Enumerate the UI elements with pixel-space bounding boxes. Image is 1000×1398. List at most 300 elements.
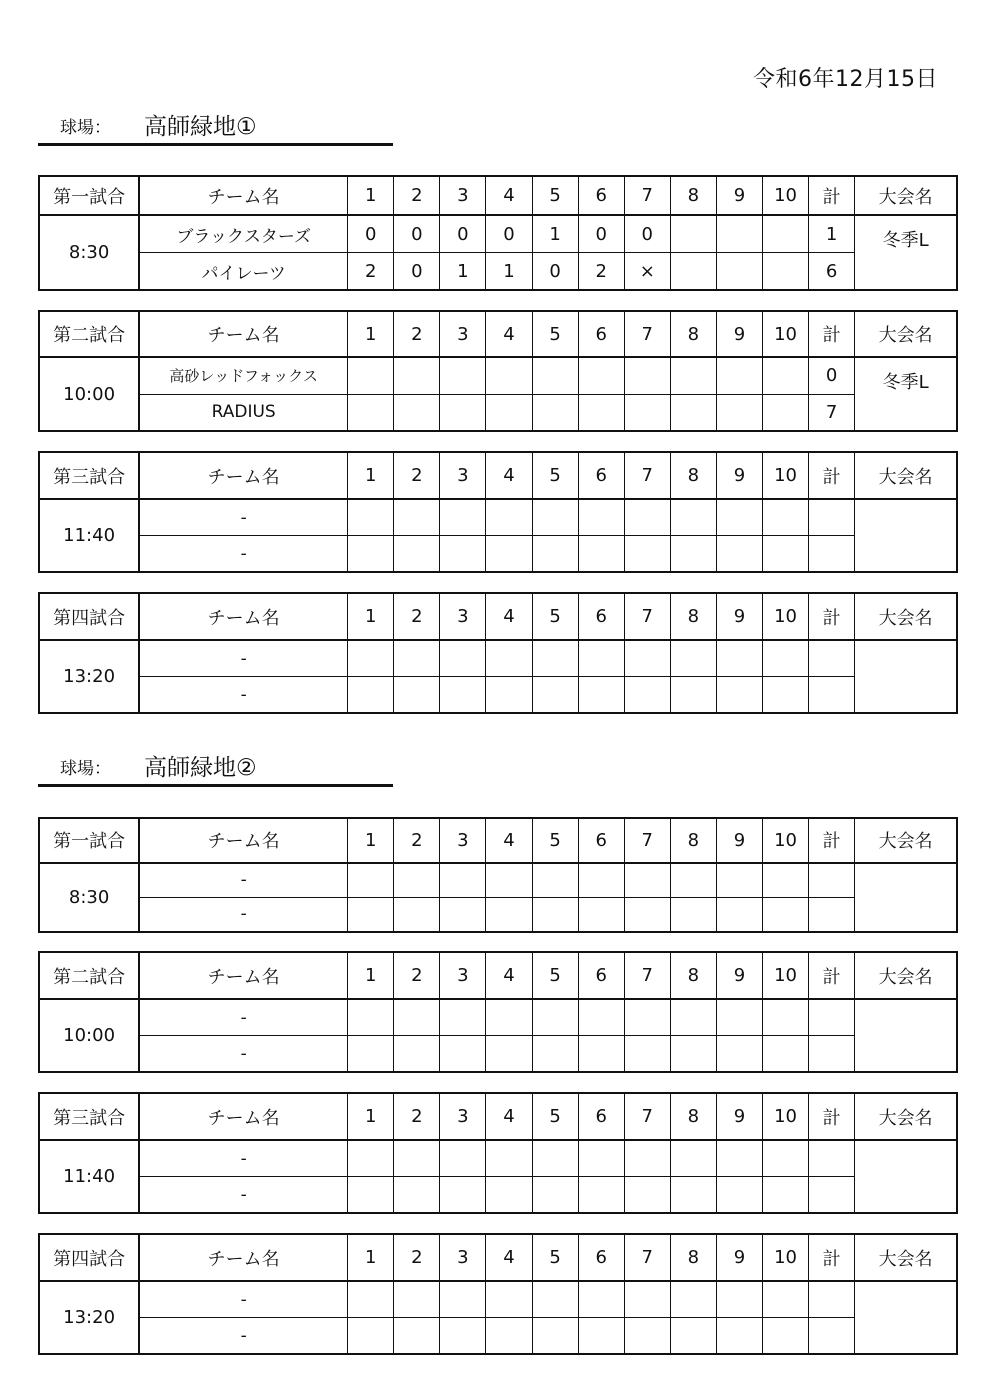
inning-header-1: 1 (348, 593, 394, 640)
inning-header-10: 10 (763, 952, 809, 999)
inning-header-5: 5 (532, 176, 578, 215)
tournament-name (855, 1281, 957, 1354)
team-row (39, 394, 957, 431)
inning-score-7 (624, 394, 670, 431)
team-row (39, 863, 957, 898)
inning-header-6: 6 (578, 1234, 624, 1281)
total-score (809, 999, 855, 1035)
inning-score-1 (348, 536, 394, 572)
team-name: - (139, 1318, 347, 1354)
inning-score-6 (578, 640, 624, 676)
inning-score-3 (440, 357, 486, 394)
team-header: チーム名 (139, 452, 347, 499)
total-score (809, 1177, 855, 1213)
inning-score-10 (763, 394, 809, 431)
inning-score-10 (763, 536, 809, 572)
total-score (809, 677, 855, 713)
inning-score-2 (394, 1177, 440, 1213)
inning-score-6: 2 (578, 253, 624, 290)
inning-score-6 (578, 1281, 624, 1317)
inning-score-6 (578, 1177, 624, 1213)
team-row (39, 677, 957, 713)
inning-score-3 (440, 499, 486, 535)
tournament-header: 大会名 (855, 1234, 957, 1281)
team-row (39, 253, 957, 290)
inning-header-4: 4 (486, 452, 532, 499)
inning-score-6 (578, 1140, 624, 1176)
inning-header-8: 8 (670, 952, 716, 999)
inning-header-3: 3 (440, 176, 486, 215)
team-name: - (139, 1177, 347, 1213)
inning-score-6 (578, 1036, 624, 1072)
header-row (39, 593, 957, 640)
inning-header-6: 6 (578, 311, 624, 357)
inning-header-2: 2 (394, 1093, 440, 1140)
inning-header-3: 3 (440, 452, 486, 499)
inning-score-9 (716, 1177, 762, 1213)
team-name: - (139, 499, 347, 535)
inning-header-1: 1 (348, 311, 394, 357)
inning-score-8 (670, 253, 716, 290)
team-row (39, 999, 957, 1035)
total-score (809, 1036, 855, 1072)
inning-header-6: 6 (578, 176, 624, 215)
inning-header-5: 5 (532, 311, 578, 357)
team-row (39, 499, 957, 535)
inning-score-5 (532, 677, 578, 713)
inning-header-9: 9 (716, 176, 762, 215)
inning-score-1 (348, 1318, 394, 1354)
inning-score-6 (578, 863, 624, 898)
inning-header-9: 9 (716, 1093, 762, 1140)
tournament-name (855, 999, 957, 1072)
header-row (39, 176, 957, 215)
inning-score-2 (394, 897, 440, 932)
inning-score-6 (578, 499, 624, 535)
inning-score-6 (578, 1318, 624, 1354)
inning-header-8: 8 (670, 593, 716, 640)
inning-header-6: 6 (578, 952, 624, 999)
inning-score-5 (532, 1036, 578, 1072)
score-table (38, 1092, 958, 1214)
game-label: 第二試合 (39, 952, 139, 999)
game-label: 第二試合 (39, 311, 139, 357)
inning-score-2 (394, 394, 440, 431)
inning-score-1 (348, 1177, 394, 1213)
total-score (809, 499, 855, 535)
inning-score-9 (716, 499, 762, 535)
inning-score-4 (486, 1036, 532, 1072)
inning-score-1: 0 (348, 215, 394, 252)
total-score: 0 (809, 357, 855, 394)
inning-header-7: 7 (624, 593, 670, 640)
inning-score-5 (532, 1177, 578, 1213)
inning-score-4 (486, 1140, 532, 1176)
inning-score-9 (716, 357, 762, 394)
team-name: - (139, 640, 347, 676)
inning-score-10 (763, 1140, 809, 1176)
inning-header-9: 9 (716, 311, 762, 357)
inning-score-3 (440, 394, 486, 431)
inning-score-2 (394, 1140, 440, 1176)
team-header: チーム名 (139, 593, 347, 640)
inning-score-6 (578, 999, 624, 1035)
team-row (39, 1140, 957, 1176)
inning-score-6 (578, 394, 624, 431)
inning-score-5 (532, 1140, 578, 1176)
inning-header-9: 9 (716, 952, 762, 999)
tournament-header: 大会名 (855, 818, 957, 863)
score-table (38, 451, 958, 573)
score-table (38, 1233, 958, 1355)
inning-score-10 (763, 640, 809, 676)
total-header: 計 (809, 593, 855, 640)
inning-score-8 (670, 1318, 716, 1354)
inning-score-9 (716, 536, 762, 572)
inning-header-2: 2 (394, 176, 440, 215)
tournament-name (855, 640, 957, 713)
inning-score-3 (440, 1177, 486, 1213)
inning-score-5 (532, 536, 578, 572)
team-row (39, 1177, 957, 1213)
inning-score-2 (394, 499, 440, 535)
inning-score-7 (624, 1281, 670, 1317)
inning-score-9 (716, 1140, 762, 1176)
inning-header-5: 5 (532, 593, 578, 640)
inning-score-3 (440, 863, 486, 898)
inning-header-6: 6 (578, 818, 624, 863)
tournament-name (855, 499, 957, 572)
inning-score-2 (394, 640, 440, 676)
team-row (39, 640, 957, 676)
total-score: 7 (809, 394, 855, 431)
inning-score-7 (624, 897, 670, 932)
inning-score-3 (440, 677, 486, 713)
inning-score-5 (532, 1318, 578, 1354)
inning-score-5 (532, 999, 578, 1035)
total-score: 6 (809, 253, 855, 290)
tournament-name: 冬季L (855, 215, 957, 290)
team-row (39, 357, 957, 394)
team-name: 高砂レッドフォックス (139, 357, 347, 394)
inning-header-6: 6 (578, 452, 624, 499)
inning-score-9 (716, 999, 762, 1035)
header-row (39, 1093, 957, 1140)
inning-header-4: 4 (486, 1093, 532, 1140)
inning-score-4 (486, 394, 532, 431)
team-row (39, 1318, 957, 1354)
inning-score-8 (670, 1281, 716, 1317)
inning-score-10 (763, 1281, 809, 1317)
score-table (38, 951, 958, 1073)
inning-score-2 (394, 357, 440, 394)
inning-score-8 (670, 677, 716, 713)
total-score: 1 (809, 215, 855, 252)
inning-score-7: 0 (624, 215, 670, 252)
inning-score-5 (532, 863, 578, 898)
inning-score-2 (394, 1036, 440, 1072)
inning-score-10 (763, 677, 809, 713)
inning-header-5: 5 (532, 452, 578, 499)
inning-score-2: 0 (394, 253, 440, 290)
inning-header-7: 7 (624, 818, 670, 863)
total-header: 計 (809, 452, 855, 499)
header-row (39, 1234, 957, 1281)
venue-heading-1 (38, 107, 393, 146)
inning-score-1 (348, 1140, 394, 1176)
total-score (809, 1140, 855, 1176)
team-name: - (139, 999, 347, 1035)
score-table (38, 592, 958, 714)
inning-score-3 (440, 1318, 486, 1354)
inning-header-8: 8 (670, 452, 716, 499)
tournament-name (855, 1140, 957, 1213)
inning-score-10 (763, 1177, 809, 1213)
inning-score-1 (348, 640, 394, 676)
game-time: 13:20 (39, 1281, 139, 1354)
inning-score-3 (440, 640, 486, 676)
team-name: - (139, 897, 347, 932)
inning-header-9: 9 (716, 1234, 762, 1281)
inning-header-10: 10 (763, 593, 809, 640)
team-header: チーム名 (139, 952, 347, 999)
inning-header-3: 3 (440, 593, 486, 640)
inning-header-10: 10 (763, 311, 809, 357)
team-header: チーム名 (139, 1093, 347, 1140)
inning-header-5: 5 (532, 1093, 578, 1140)
inning-score-10 (763, 357, 809, 394)
inning-score-7 (624, 677, 670, 713)
inning-score-2 (394, 536, 440, 572)
team-name: RADIUS (139, 394, 347, 431)
team-row (39, 536, 957, 572)
inning-score-7 (624, 1140, 670, 1176)
inning-header-3: 3 (440, 818, 486, 863)
venue-heading-2 (38, 748, 393, 787)
team-row (39, 1281, 957, 1317)
game-time: 11:40 (39, 499, 139, 572)
inning-score-10 (763, 999, 809, 1035)
team-row (39, 897, 957, 932)
inning-score-10 (763, 499, 809, 535)
inning-score-6 (578, 677, 624, 713)
inning-score-6 (578, 897, 624, 932)
inning-score-4: 1 (486, 253, 532, 290)
inning-score-9 (716, 677, 762, 713)
score-table (38, 310, 958, 432)
inning-score-1 (348, 677, 394, 713)
inning-header-7: 7 (624, 952, 670, 999)
inning-header-10: 10 (763, 1234, 809, 1281)
inning-score-7 (624, 640, 670, 676)
score-table (38, 817, 958, 933)
inning-header-2: 2 (394, 818, 440, 863)
venue-name: 高師緑地① (144, 114, 257, 140)
inning-header-4: 4 (486, 1234, 532, 1281)
game-time: 13:20 (39, 640, 139, 713)
total-score (809, 640, 855, 676)
inning-score-1 (348, 897, 394, 932)
inning-score-4 (486, 677, 532, 713)
inning-score-5 (532, 394, 578, 431)
venue-label: 球場： (60, 118, 111, 138)
inning-score-1 (348, 999, 394, 1035)
team-header: チーム名 (139, 818, 347, 863)
total-header: 計 (809, 818, 855, 863)
total-header: 計 (809, 311, 855, 357)
team-name: - (139, 1281, 347, 1317)
inning-score-5 (532, 357, 578, 394)
inning-header-10: 10 (763, 1093, 809, 1140)
inning-header-1: 1 (348, 176, 394, 215)
inning-header-4: 4 (486, 176, 532, 215)
inning-score-8 (670, 1036, 716, 1072)
total-score (809, 1318, 855, 1354)
inning-header-2: 2 (394, 593, 440, 640)
total-header: 計 (809, 1234, 855, 1281)
total-header: 計 (809, 1093, 855, 1140)
game-time: 10:00 (39, 357, 139, 431)
header-row (39, 952, 957, 999)
inning-score-8 (670, 897, 716, 932)
total-header: 計 (809, 176, 855, 215)
total-score (809, 863, 855, 898)
inning-header-2: 2 (394, 311, 440, 357)
inning-header-3: 3 (440, 1234, 486, 1281)
inning-score-1 (348, 1036, 394, 1072)
inning-score-7 (624, 1036, 670, 1072)
header-row (39, 818, 957, 863)
inning-score-4 (486, 1177, 532, 1213)
inning-score-4 (486, 897, 532, 932)
inning-score-3: 1 (440, 253, 486, 290)
inning-score-6: 0 (578, 215, 624, 252)
inning-score-8 (670, 1177, 716, 1213)
inning-header-5: 5 (532, 818, 578, 863)
score-table (38, 175, 958, 291)
tournament-header: 大会名 (855, 452, 957, 499)
inning-header-9: 9 (716, 452, 762, 499)
team-header: チーム名 (139, 311, 347, 357)
inning-score-7 (624, 999, 670, 1035)
tournament-header: 大会名 (855, 176, 957, 215)
inning-score-3 (440, 1281, 486, 1317)
team-name: パイレーツ (139, 253, 347, 290)
inning-score-1 (348, 1281, 394, 1317)
team-name: - (139, 1140, 347, 1176)
inning-score-5 (532, 499, 578, 535)
inning-score-9 (716, 897, 762, 932)
total-score (809, 1281, 855, 1317)
inning-header-3: 3 (440, 1093, 486, 1140)
inning-score-7 (624, 499, 670, 535)
tournament-header: 大会名 (855, 311, 957, 357)
team-row (39, 215, 957, 252)
inning-score-8 (670, 999, 716, 1035)
total-score (809, 897, 855, 932)
inning-header-10: 10 (763, 452, 809, 499)
inning-score-9 (716, 1036, 762, 1072)
inning-score-8 (670, 394, 716, 431)
inning-score-2 (394, 677, 440, 713)
inning-header-6: 6 (578, 1093, 624, 1140)
inning-header-3: 3 (440, 311, 486, 357)
inning-score-1 (348, 394, 394, 431)
team-row (39, 1036, 957, 1072)
document-date: 令和6年12月15日 (753, 67, 938, 92)
inning-header-7: 7 (624, 176, 670, 215)
inning-score-9 (716, 394, 762, 431)
team-name: - (139, 1036, 347, 1072)
inning-score-9 (716, 215, 762, 252)
inning-score-7 (624, 1318, 670, 1354)
team-name: - (139, 863, 347, 898)
venue-label: 球場： (60, 759, 111, 779)
inning-score-1 (348, 499, 394, 535)
inning-header-2: 2 (394, 952, 440, 999)
inning-score-9 (716, 1318, 762, 1354)
inning-header-4: 4 (486, 952, 532, 999)
inning-score-4 (486, 640, 532, 676)
inning-score-3 (440, 999, 486, 1035)
inning-score-6 (578, 357, 624, 394)
inning-header-10: 10 (763, 818, 809, 863)
game-time: 11:40 (39, 1140, 139, 1213)
inning-score-2 (394, 863, 440, 898)
tournament-name: 冬季L (855, 357, 957, 431)
inning-header-9: 9 (716, 818, 762, 863)
inning-header-6: 6 (578, 593, 624, 640)
inning-header-1: 1 (348, 1093, 394, 1140)
inning-score-10 (763, 1036, 809, 1072)
inning-score-4 (486, 999, 532, 1035)
team-header: チーム名 (139, 176, 347, 215)
inning-score-10 (763, 1318, 809, 1354)
inning-score-8 (670, 863, 716, 898)
inning-header-4: 4 (486, 818, 532, 863)
inning-score-1: 2 (348, 253, 394, 290)
inning-score-5: 1 (532, 215, 578, 252)
inning-score-2 (394, 1318, 440, 1354)
inning-score-8 (670, 1140, 716, 1176)
inning-score-1 (348, 863, 394, 898)
inning-score-4 (486, 863, 532, 898)
total-score (809, 536, 855, 572)
inning-header-3: 3 (440, 952, 486, 999)
inning-header-9: 9 (716, 593, 762, 640)
header-row (39, 311, 957, 357)
inning-score-10 (763, 253, 809, 290)
inning-header-8: 8 (670, 1093, 716, 1140)
game-label: 第一試合 (39, 176, 139, 215)
inning-header-1: 1 (348, 952, 394, 999)
header-row (39, 452, 957, 499)
inning-score-4 (486, 536, 532, 572)
inning-header-1: 1 (348, 818, 394, 863)
game-label: 第三試合 (39, 452, 139, 499)
inning-score-3 (440, 1140, 486, 1176)
inning-score-8 (670, 357, 716, 394)
inning-score-3 (440, 897, 486, 932)
game-label: 第四試合 (39, 593, 139, 640)
inning-score-4 (486, 499, 532, 535)
inning-score-4 (486, 1281, 532, 1317)
tournament-name (855, 863, 957, 932)
inning-score-9 (716, 253, 762, 290)
inning-score-1 (348, 357, 394, 394)
inning-header-4: 4 (486, 593, 532, 640)
team-name: ブラックスターズ (139, 215, 347, 252)
